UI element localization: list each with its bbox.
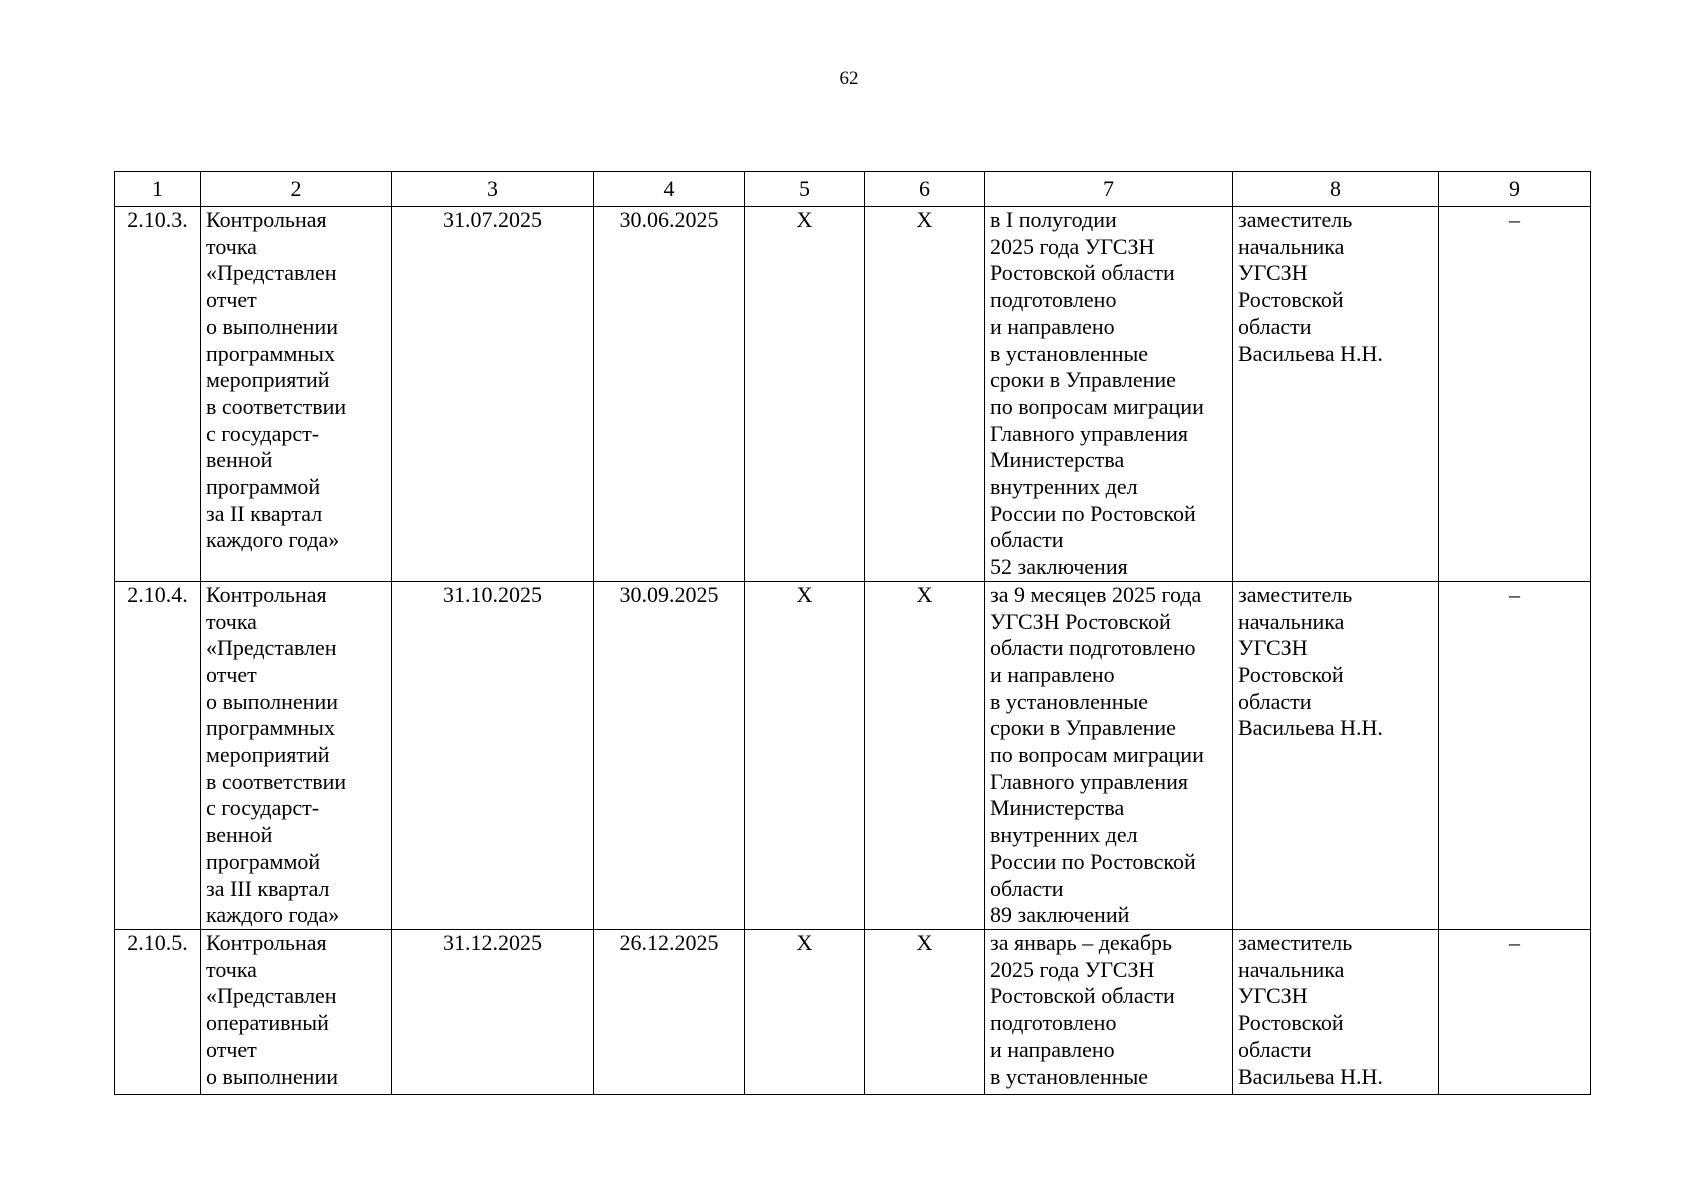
row-number-cell: 2.10.3. [115, 207, 201, 582]
row-number-cell: 2.10.5. [115, 929, 201, 1094]
actual-date-cell: 30.06.2025 [594, 207, 745, 582]
actual-date-cell: 26.12.2025 [594, 929, 745, 1094]
responsible-cell: заместитель начальника УГСЗН Ростовской области Васильева Н.Н. [1233, 207, 1439, 582]
column-9-cell: – [1439, 581, 1591, 929]
result-cell: за 9 месяцев 2025 года УГСЗН Ростовской области подготовлено и направлено в установленные сроки в Управление по вопросам миграции Главного управления Министерства внутренних дел России по Ростовской области 89 заключений [985, 581, 1233, 929]
column-5-cell: Х [745, 929, 865, 1094]
table-row [115, 581, 1591, 929]
header-row [115, 172, 1591, 207]
planned-date-cell: 31.07.2025 [392, 207, 594, 582]
planned-date-cell: 31.12.2025 [392, 929, 594, 1094]
event-name-cell: Контрольная точка «Представлен отчет о выполнении программных мероприятий в соответствии с государст- венной программой за III квартал каждого года» [201, 581, 392, 929]
event-name-cell: Контрольная точка «Представлен отчет о выполнении программных мероприятий в соответствии с государст- венной программой за II квартал каждого года» [201, 207, 392, 582]
column-5-cell: Х [745, 207, 865, 582]
event-name-cell: Контрольная точка «Представлен оперативный отчет о выполнении [201, 929, 392, 1094]
column-6-cell: Х [865, 581, 985, 929]
column-6-cell: Х [865, 929, 985, 1094]
column-header-6: 6 [865, 172, 985, 207]
result-cell: за январь – декабрь 2025 года УГСЗН Ростовской области подготовлено и направлено в установленные [985, 929, 1233, 1094]
row-number-cell: 2.10.4. [115, 581, 201, 929]
page-number: 62 [839, 68, 859, 89]
column-header-3: 3 [392, 172, 594, 207]
column-header-9: 9 [1439, 172, 1591, 207]
column-header-7: 7 [985, 172, 1233, 207]
column-header-8: 8 [1233, 172, 1439, 207]
table-row [115, 929, 1591, 1094]
actual-date-cell: 30.09.2025 [594, 581, 745, 929]
result-cell: в I полугодии 2025 года УГСЗН Ростовской области подготовлено и направлено в установленные сроки в Управление по вопросам миграции Главного управления Министерства внутренних дел России по Ростовской области 52 заключения [985, 207, 1233, 582]
responsible-cell: заместитель начальника УГСЗН Ростовской области Васильева Н.Н. [1233, 929, 1439, 1094]
column-9-cell: – [1439, 207, 1591, 582]
column-header-4: 4 [594, 172, 745, 207]
data-table [114, 171, 1591, 1095]
table-row [115, 207, 1591, 582]
responsible-cell: заместитель начальника УГСЗН Ростовской области Васильева Н.Н. [1233, 581, 1439, 929]
column-header-2: 2 [201, 172, 392, 207]
column-5-cell: Х [745, 581, 865, 929]
column-header-1: 1 [115, 172, 201, 207]
column-9-cell: – [1439, 929, 1591, 1094]
planned-date-cell: 31.10.2025 [392, 581, 594, 929]
column-6-cell: Х [865, 207, 985, 582]
column-header-5: 5 [745, 172, 865, 207]
